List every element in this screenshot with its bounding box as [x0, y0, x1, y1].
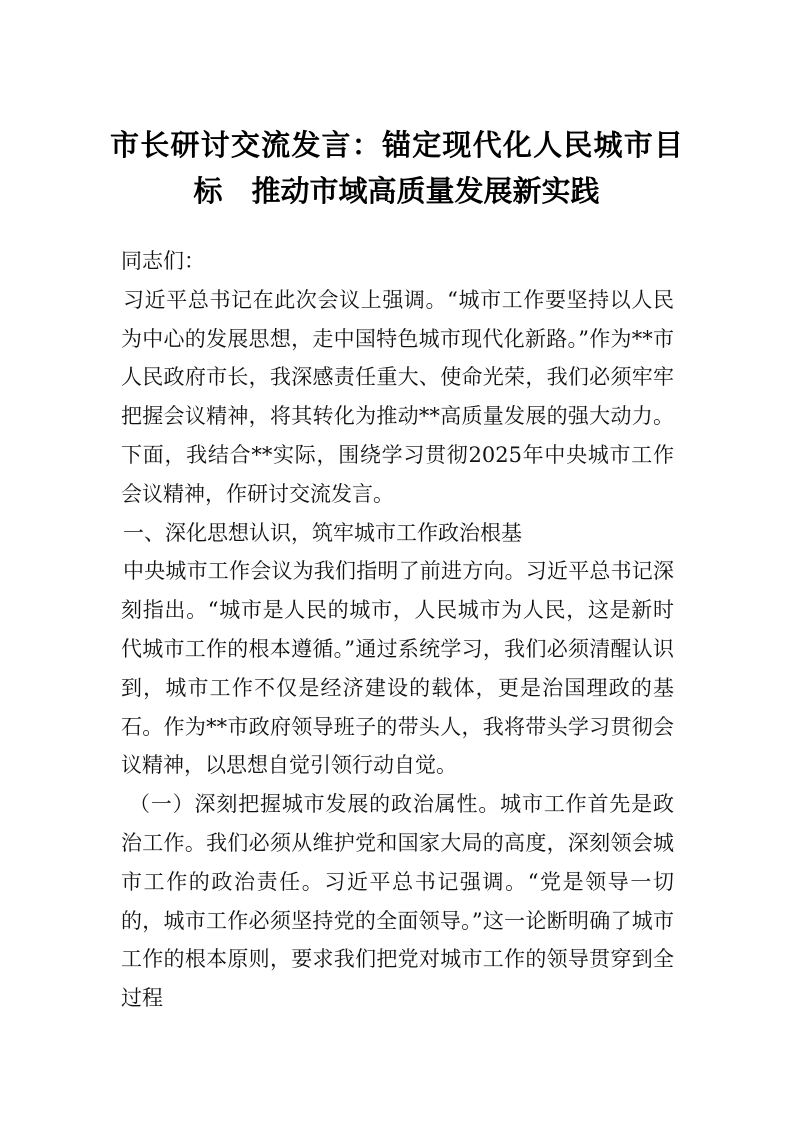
salutation: 同志们：: [121, 249, 205, 273]
paragraph-subsection-1: （一）深刻把握城市发展的政治属性。城市工作首先是政治工作。我们必须从维护党和国家大局的高度，深刻领会城市工作的政治责任。习近平总书记强调。“党是领导一切的，城市工作必须坚持党的全面领导。”这一论断明确了城市工作的根本原则，要求我们把党对城市工作的领导贯穿到全过程: [121, 792, 674, 1011]
paragraph-section-1: 中央城市工作会议为我们指明了前进方向。习近平总书记深刻指出。“城市是人民的城市，人民城市为人民，这是新时代城市工作的根本遵循。”通过系统学习，我们必须清醒认识到，城市工作不仅是经济建设的载体，更是治国理政的基石。作为**市政府领导班子的带头人，我将带头学习贯彻会议精神，以思想自觉引领行动自觉。: [121, 559, 674, 778]
document-title: 市长研讨交流发言：锚定现代化人民城市目标 推动市域高质量发展新实践: [110, 128, 683, 208]
paragraph-intro: 习近平总书记在此次会议上强调。“城市工作要坚持以人民为中心的发展思想，走中国特色城市现代化新路。”作为**市人民政府市长，我深感责任重大、使命光荣，我们必须牢牢把握会议精神，将其转化为推动**高质量发展的强大动力。下面，我结合**实际，围绕学习贯彻2025年中央城市工作会议精神，作研讨交流发言。: [121, 287, 674, 506]
section-heading-1: 一、深化思想认识，筑牢城市工作政治根基: [123, 520, 522, 545]
document-body: [121, 242, 674, 1018]
